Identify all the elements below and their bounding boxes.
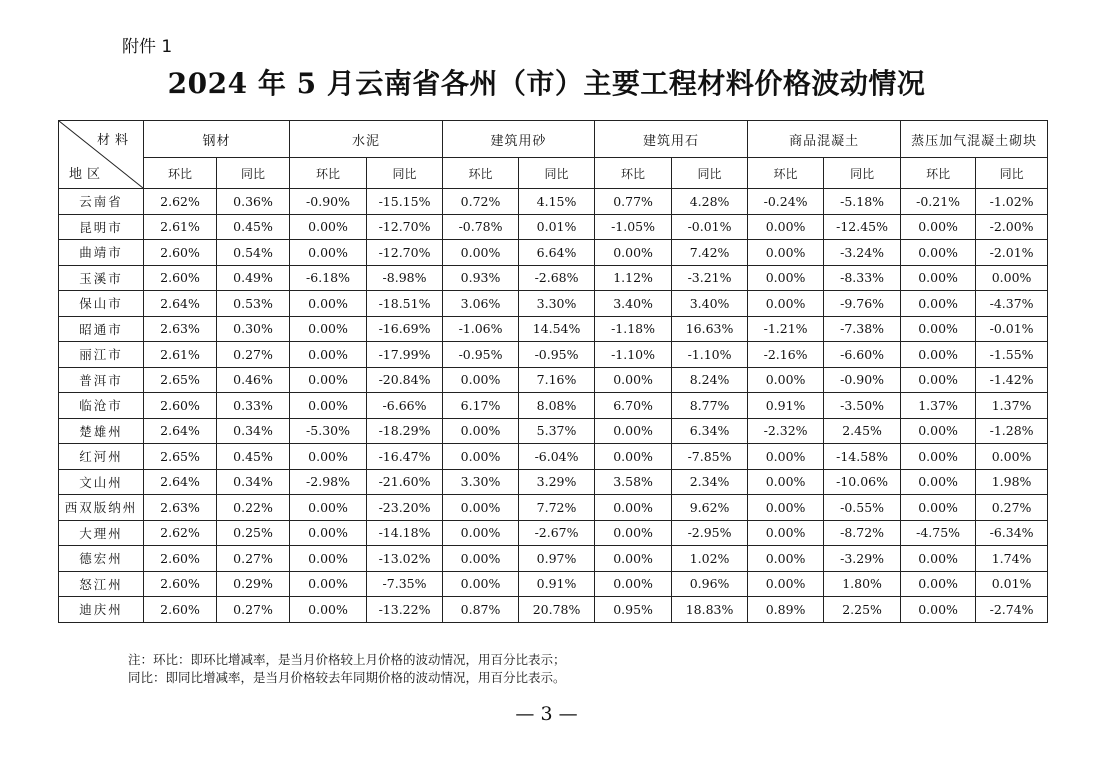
yoy-value-cell: 0.36% <box>217 189 290 215</box>
mom-value-cell: 0.00% <box>901 342 976 368</box>
yoy-value-cell: 1.02% <box>672 546 748 572</box>
sub-header-mom: 环比 <box>290 158 367 189</box>
yoy-value-cell: 0.34% <box>217 469 290 495</box>
yoy-value-cell: 0.96% <box>672 571 748 597</box>
sub-header-mom: 环比 <box>144 158 217 189</box>
yoy-value-cell: 0.27% <box>217 546 290 572</box>
mom-value-cell: 2.60% <box>144 265 217 291</box>
material-header: 商品混凝土 <box>748 121 901 158</box>
yoy-value-cell: 0.97% <box>519 546 595 572</box>
yoy-value-cell: 0.00% <box>976 265 1048 291</box>
mom-value-cell: 0.00% <box>901 291 976 317</box>
table-row <box>59 546 1048 572</box>
yoy-value-cell: -3.21% <box>672 265 748 291</box>
mom-value-cell: -5.30% <box>290 418 367 444</box>
mom-value-cell: 2.64% <box>144 291 217 317</box>
mom-value-cell: 0.00% <box>290 597 367 623</box>
yoy-value-cell: 20.78% <box>519 597 595 623</box>
mom-value-cell: 0.00% <box>595 571 672 597</box>
table-row <box>59 597 1048 623</box>
yoy-value-cell: 2.34% <box>672 469 748 495</box>
mom-value-cell: 0.00% <box>748 495 824 521</box>
region-cell: 丽江市 <box>59 342 144 368</box>
yoy-value-cell: 8.08% <box>519 393 595 419</box>
yoy-value-cell: 18.83% <box>672 597 748 623</box>
mom-value-cell: 2.62% <box>144 520 217 546</box>
corner-region-label: 地区 <box>69 167 106 182</box>
mom-value-cell: 2.64% <box>144 418 217 444</box>
mom-value-cell: 0.00% <box>901 546 976 572</box>
region-cell: 临沧市 <box>59 393 144 419</box>
mom-value-cell: 0.00% <box>748 469 824 495</box>
yoy-value-cell: 0.33% <box>217 393 290 419</box>
yoy-value-cell: -3.29% <box>824 546 901 572</box>
mom-value-cell: 0.00% <box>443 520 519 546</box>
mom-value-cell: -2.16% <box>748 342 824 368</box>
mom-value-cell: 0.00% <box>901 597 976 623</box>
mom-value-cell: 0.00% <box>748 291 824 317</box>
mom-value-cell: 2.60% <box>144 240 217 266</box>
yoy-value-cell: 4.28% <box>672 189 748 215</box>
yoy-value-cell: -2.01% <box>976 240 1048 266</box>
yoy-value-cell: -18.51% <box>367 291 443 317</box>
yoy-value-cell: -14.58% <box>824 444 901 470</box>
mom-value-cell: 0.00% <box>748 571 824 597</box>
mom-value-cell: 0.00% <box>290 393 367 419</box>
table-row <box>59 393 1048 419</box>
mom-value-cell: 0.00% <box>290 316 367 342</box>
mom-value-cell: 1.37% <box>901 393 976 419</box>
mom-value-cell: 0.00% <box>443 571 519 597</box>
mom-value-cell: 0.00% <box>290 571 367 597</box>
mom-value-cell: 2.61% <box>144 214 217 240</box>
yoy-value-cell: -23.20% <box>367 495 443 521</box>
mom-value-cell: 0.00% <box>901 367 976 393</box>
yoy-value-cell: -7.35% <box>367 571 443 597</box>
mom-value-cell: 0.00% <box>595 367 672 393</box>
region-cell: 玉溪市 <box>59 265 144 291</box>
table-row <box>59 291 1048 317</box>
mom-value-cell: -0.90% <box>290 189 367 215</box>
yoy-value-cell: 0.27% <box>217 597 290 623</box>
yoy-value-cell: 6.34% <box>672 418 748 444</box>
table-row <box>59 240 1048 266</box>
table-row <box>59 367 1048 393</box>
sub-header-mom: 环比 <box>901 158 976 189</box>
mom-value-cell: -1.18% <box>595 316 672 342</box>
mom-value-cell: 0.00% <box>290 495 367 521</box>
mom-value-cell: 2.62% <box>144 189 217 215</box>
yoy-value-cell: -13.22% <box>367 597 443 623</box>
mom-value-cell: 3.58% <box>595 469 672 495</box>
yoy-value-cell: -1.55% <box>976 342 1048 368</box>
yoy-value-cell: -0.95% <box>519 342 595 368</box>
region-cell: 迪庆州 <box>59 597 144 623</box>
mom-value-cell: 2.63% <box>144 495 217 521</box>
yoy-value-cell: -0.90% <box>824 367 901 393</box>
region-cell: 西双版纳州 <box>59 495 144 521</box>
mom-value-cell: 0.00% <box>290 444 367 470</box>
mom-value-cell: -1.21% <box>748 316 824 342</box>
mom-value-cell: 2.60% <box>144 597 217 623</box>
yoy-value-cell: -0.55% <box>824 495 901 521</box>
sub-header-mom: 环比 <box>443 158 519 189</box>
yoy-value-cell: 0.29% <box>217 571 290 597</box>
region-cell: 昆明市 <box>59 214 144 240</box>
mom-value-cell: -2.32% <box>748 418 824 444</box>
mom-value-cell: 2.65% <box>144 367 217 393</box>
yoy-value-cell: -1.02% <box>976 189 1048 215</box>
corner-material-label: 材料 <box>96 133 133 148</box>
mom-value-cell: 2.60% <box>144 571 217 597</box>
mom-value-cell: 0.00% <box>748 367 824 393</box>
yoy-value-cell: 0.27% <box>976 495 1048 521</box>
mom-value-cell: 0.00% <box>443 444 519 470</box>
yoy-value-cell: -10.06% <box>824 469 901 495</box>
yoy-value-cell: 16.63% <box>672 316 748 342</box>
yoy-value-cell: -13.02% <box>367 546 443 572</box>
yoy-value-cell: 3.29% <box>519 469 595 495</box>
region-cell: 楚雄州 <box>59 418 144 444</box>
price-table <box>58 120 1048 623</box>
yoy-value-cell: -6.66% <box>367 393 443 419</box>
sub-header-row <box>59 158 1048 189</box>
yoy-value-cell: 3.30% <box>519 291 595 317</box>
mom-value-cell: -0.21% <box>901 189 976 215</box>
region-cell: 德宏州 <box>59 546 144 572</box>
material-header: 水泥 <box>290 121 443 158</box>
yoy-value-cell: -7.85% <box>672 444 748 470</box>
attachment-label: 附件 1 <box>122 37 173 57</box>
table-row <box>59 265 1048 291</box>
mom-value-cell: 0.95% <box>595 597 672 623</box>
yoy-value-cell: 0.54% <box>217 240 290 266</box>
mom-value-cell: 0.00% <box>290 214 367 240</box>
yoy-value-cell: -12.70% <box>367 240 443 266</box>
yoy-value-cell: 3.40% <box>672 291 748 317</box>
yoy-value-cell: -0.01% <box>672 214 748 240</box>
yoy-value-cell: -18.29% <box>367 418 443 444</box>
yoy-value-cell: -2.67% <box>519 520 595 546</box>
yoy-value-cell: -16.47% <box>367 444 443 470</box>
mom-value-cell: 2.64% <box>144 469 217 495</box>
mom-value-cell: -1.10% <box>595 342 672 368</box>
material-header: 建筑用石 <box>595 121 748 158</box>
yoy-value-cell: -3.24% <box>824 240 901 266</box>
mom-value-cell: 0.00% <box>901 418 976 444</box>
yoy-value-cell: -8.98% <box>367 265 443 291</box>
yoy-value-cell: 9.62% <box>672 495 748 521</box>
corner-header <box>59 121 144 189</box>
region-cell: 文山州 <box>59 469 144 495</box>
mom-value-cell: -1.06% <box>443 316 519 342</box>
region-cell: 红河州 <box>59 444 144 470</box>
sub-header-mom: 环比 <box>748 158 824 189</box>
table-row <box>59 418 1048 444</box>
material-header: 建筑用砂 <box>443 121 595 158</box>
mom-value-cell: 2.60% <box>144 546 217 572</box>
yoy-value-cell: -0.01% <box>976 316 1048 342</box>
mom-value-cell: 0.77% <box>595 189 672 215</box>
table-row <box>59 342 1048 368</box>
yoy-value-cell: -2.95% <box>672 520 748 546</box>
mom-value-cell: -0.24% <box>748 189 824 215</box>
yoy-value-cell: 0.45% <box>217 214 290 240</box>
mom-value-cell: 0.00% <box>748 240 824 266</box>
mom-value-cell: 3.30% <box>443 469 519 495</box>
mom-value-cell: 0.91% <box>748 393 824 419</box>
yoy-value-cell: -8.72% <box>824 520 901 546</box>
yoy-value-cell: 7.72% <box>519 495 595 521</box>
mom-value-cell: 0.00% <box>748 546 824 572</box>
table-row <box>59 469 1048 495</box>
mom-value-cell: 0.00% <box>901 495 976 521</box>
region-cell: 云南省 <box>59 189 144 215</box>
yoy-value-cell: -2.68% <box>519 265 595 291</box>
yoy-value-cell: -6.04% <box>519 444 595 470</box>
yoy-value-cell: -5.18% <box>824 189 901 215</box>
table-row <box>59 316 1048 342</box>
mom-value-cell: 0.00% <box>595 520 672 546</box>
mom-value-cell: 0.00% <box>290 291 367 317</box>
yoy-value-cell: -21.60% <box>367 469 443 495</box>
mom-value-cell: 0.00% <box>290 342 367 368</box>
mom-value-cell: 0.87% <box>443 597 519 623</box>
material-header: 钢材 <box>144 121 290 158</box>
yoy-value-cell: 6.64% <box>519 240 595 266</box>
table-row <box>59 444 1048 470</box>
mom-value-cell: 2.61% <box>144 342 217 368</box>
yoy-value-cell: 0.00% <box>976 444 1048 470</box>
mom-value-cell: 0.00% <box>901 240 976 266</box>
yoy-value-cell: 8.24% <box>672 367 748 393</box>
yoy-value-cell: 1.37% <box>976 393 1048 419</box>
mom-value-cell: 0.00% <box>443 367 519 393</box>
page-title: 2024 年 5 月云南省各州（市）主要工程材料价格波动情况 <box>167 67 926 100</box>
mom-value-cell: 2.63% <box>144 316 217 342</box>
yoy-value-cell: 0.34% <box>217 418 290 444</box>
yoy-value-cell: 5.37% <box>519 418 595 444</box>
yoy-value-cell: 0.01% <box>519 214 595 240</box>
mom-value-cell: 0.00% <box>748 520 824 546</box>
mom-value-cell: 0.00% <box>595 418 672 444</box>
table-row <box>59 495 1048 521</box>
yoy-value-cell: -12.70% <box>367 214 443 240</box>
yoy-value-cell: 8.77% <box>672 393 748 419</box>
sub-header-mom: 环比 <box>595 158 672 189</box>
mom-value-cell: 0.00% <box>901 316 976 342</box>
mom-value-cell: 3.40% <box>595 291 672 317</box>
mom-value-cell: 6.70% <box>595 393 672 419</box>
mom-value-cell: 0.00% <box>443 240 519 266</box>
mom-value-cell: -6.18% <box>290 265 367 291</box>
yoy-value-cell: -16.69% <box>367 316 443 342</box>
mom-value-cell: 2.65% <box>144 444 217 470</box>
material-header-row <box>59 121 1048 158</box>
sub-header-yoy: 同比 <box>519 158 595 189</box>
table-body <box>59 189 1048 623</box>
mom-value-cell: 0.00% <box>290 546 367 572</box>
yoy-value-cell: 0.49% <box>217 265 290 291</box>
yoy-value-cell: 0.45% <box>217 444 290 470</box>
yoy-value-cell: -15.15% <box>367 189 443 215</box>
note-line-2: 同比：即同比增减率，是当月价格较去年同期价格的波动情况，用百分比表示。 <box>128 670 566 685</box>
region-cell: 普洱市 <box>59 367 144 393</box>
yoy-value-cell: -20.84% <box>367 367 443 393</box>
mom-value-cell: 0.00% <box>443 418 519 444</box>
yoy-value-cell: 1.98% <box>976 469 1048 495</box>
mom-value-cell: 0.00% <box>443 546 519 572</box>
yoy-value-cell: 2.25% <box>824 597 901 623</box>
yoy-value-cell: 0.01% <box>976 571 1048 597</box>
mom-value-cell: 0.00% <box>748 265 824 291</box>
yoy-value-cell: 2.45% <box>824 418 901 444</box>
region-cell: 保山市 <box>59 291 144 317</box>
mom-value-cell: -4.75% <box>901 520 976 546</box>
yoy-value-cell: 0.91% <box>519 571 595 597</box>
mom-value-cell: -0.95% <box>443 342 519 368</box>
mom-value-cell: 0.72% <box>443 189 519 215</box>
mom-value-cell: 0.00% <box>748 444 824 470</box>
yoy-value-cell: 0.25% <box>217 520 290 546</box>
sub-header-yoy: 同比 <box>976 158 1048 189</box>
yoy-value-cell: -1.10% <box>672 342 748 368</box>
mom-value-cell: 2.60% <box>144 393 217 419</box>
mom-value-cell: 0.00% <box>901 265 976 291</box>
sub-header-yoy: 同比 <box>217 158 290 189</box>
table-row <box>59 189 1048 215</box>
yoy-value-cell: 0.30% <box>217 316 290 342</box>
yoy-value-cell: -1.28% <box>976 418 1048 444</box>
mom-value-cell: 0.00% <box>901 469 976 495</box>
yoy-value-cell: 1.74% <box>976 546 1048 572</box>
mom-value-cell: -0.78% <box>443 214 519 240</box>
mom-value-cell: 0.00% <box>901 444 976 470</box>
yoy-value-cell: 0.27% <box>217 342 290 368</box>
yoy-value-cell: -6.60% <box>824 342 901 368</box>
mom-value-cell: 0.00% <box>595 546 672 572</box>
yoy-value-cell: -9.76% <box>824 291 901 317</box>
yoy-value-cell: -4.37% <box>976 291 1048 317</box>
mom-value-cell: 0.00% <box>290 367 367 393</box>
mom-value-cell: 1.12% <box>595 265 672 291</box>
mom-value-cell: 0.00% <box>748 214 824 240</box>
mom-value-cell: -2.98% <box>290 469 367 495</box>
table-row <box>59 520 1048 546</box>
table-row <box>59 571 1048 597</box>
yoy-value-cell: 7.16% <box>519 367 595 393</box>
note-line-1: 注：环比：即环比增减率，是当月价格较上月价格的波动情况，用百分比表示； <box>128 652 566 667</box>
yoy-value-cell: -8.33% <box>824 265 901 291</box>
yoy-value-cell: 1.80% <box>824 571 901 597</box>
mom-value-cell: 3.06% <box>443 291 519 317</box>
yoy-value-cell: 0.22% <box>217 495 290 521</box>
mom-value-cell: 0.93% <box>443 265 519 291</box>
table-row <box>59 214 1048 240</box>
yoy-value-cell: -2.74% <box>976 597 1048 623</box>
mom-value-cell: 0.00% <box>595 444 672 470</box>
yoy-value-cell: -7.38% <box>824 316 901 342</box>
yoy-value-cell: 14.54% <box>519 316 595 342</box>
region-cell: 大理州 <box>59 520 144 546</box>
mom-value-cell: 0.00% <box>595 240 672 266</box>
mom-value-cell: 0.89% <box>748 597 824 623</box>
yoy-value-cell: -3.50% <box>824 393 901 419</box>
yoy-value-cell: 0.53% <box>217 291 290 317</box>
sub-header-yoy: 同比 <box>672 158 748 189</box>
yoy-value-cell: -1.42% <box>976 367 1048 393</box>
region-cell: 曲靖市 <box>59 240 144 266</box>
mom-value-cell: 6.17% <box>443 393 519 419</box>
sub-header-yoy: 同比 <box>367 158 443 189</box>
yoy-value-cell: 4.15% <box>519 189 595 215</box>
sub-header-yoy: 同比 <box>824 158 901 189</box>
region-cell: 昭通市 <box>59 316 144 342</box>
region-cell: 怒江州 <box>59 571 144 597</box>
yoy-value-cell: -6.34% <box>976 520 1048 546</box>
yoy-value-cell: -2.00% <box>976 214 1048 240</box>
mom-value-cell: 0.00% <box>901 214 976 240</box>
mom-value-cell: -1.05% <box>595 214 672 240</box>
yoy-value-cell: -12.45% <box>824 214 901 240</box>
mom-value-cell: 0.00% <box>443 495 519 521</box>
mom-value-cell: 0.00% <box>901 571 976 597</box>
material-header: 蒸压加气混凝土砌块 <box>901 121 1048 158</box>
yoy-value-cell: -17.99% <box>367 342 443 368</box>
yoy-value-cell: 7.42% <box>672 240 748 266</box>
mom-value-cell: 0.00% <box>290 240 367 266</box>
yoy-value-cell: 0.46% <box>217 367 290 393</box>
mom-value-cell: 0.00% <box>290 520 367 546</box>
yoy-value-cell: -14.18% <box>367 520 443 546</box>
mom-value-cell: 0.00% <box>595 495 672 521</box>
page-number: — 3 — <box>515 703 578 725</box>
